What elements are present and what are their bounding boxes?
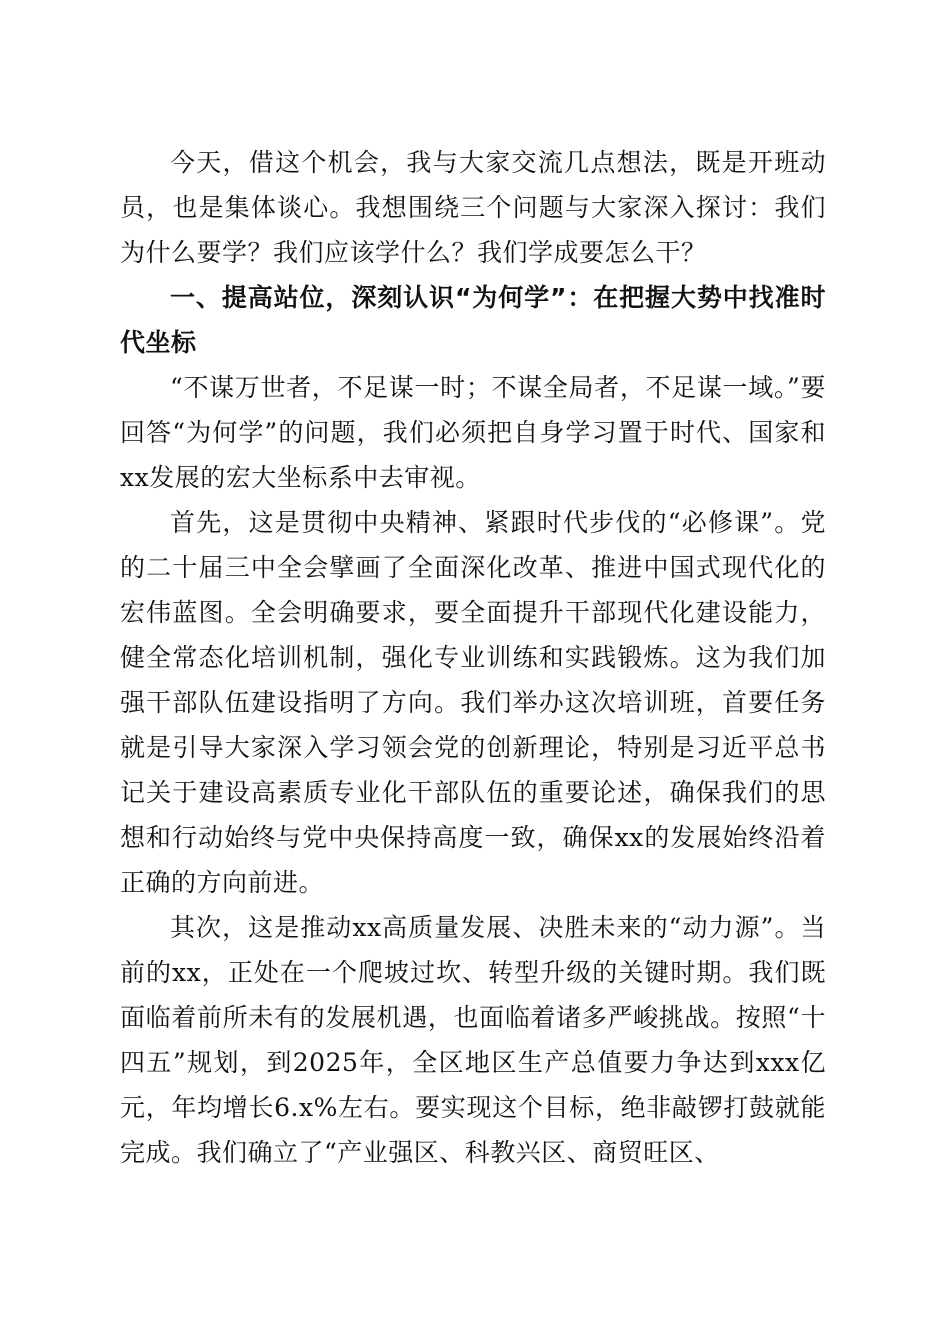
document-page xyxy=(120,140,826,1175)
section-heading-1: 一、提高站位，深刻认识“为何学”：在把握大势中找准时代坐标 xyxy=(120,283,826,357)
quote-paragraph: “不谋万世者，不足谋一时；不谋全局者，不足谋一域。”要回答“为何学”的问题，我们必须把自身学习置于时代、国家和xx发展的宏大坐标系中去审视。 xyxy=(120,373,826,492)
first-point-paragraph: 首先，这是贯彻中央精神、紧跟时代步伐的“必修课”。党的二十届三中全会擘画了全面深化改革、推进中国式现代化的宏伟蓝图。全会明确要求，要全面提升干部现代化建设能力，健全常态化培训机制，强化专业训练和实践锻炼。这为我们加强干部队伍建设指明了方向。我们举办这次培训班，首要任务就是引导大家深入学习领会党的创新理论，特别是习近平总书记关于建设高素质专业化干部队伍的重要论述，确保我们的思想和行动始终与党中央保持高度一致，确保xx的发展始终沿着正确的方向前进。 xyxy=(120,508,826,897)
intro-paragraph: 今天，借这个机会，我与大家交流几点想法，既是开班动员，也是集体谈心。我想围绕三个问题与大家深入探讨：我们为什么要学？我们应该学什么？我们学成要怎么干？ xyxy=(120,148,826,267)
second-point-paragraph: 其次，这是推动xx高质量发展、决胜未来的“动力源”。当前的xx，正处在一个爬坡过坎、转型升级的关键时期。我们既面临着前所未有的发展机遇，也面临着诸多严峻挑战。按照“十四五”规划，到2025年，全区地区生产总值要力争达到xxx亿元，年均增长6.x%左右。要实现这个目标，绝非敲锣打鼓就能完成。我们确立了“产业强区、科教兴区、商贸旺区、 xyxy=(120,913,826,1167)
